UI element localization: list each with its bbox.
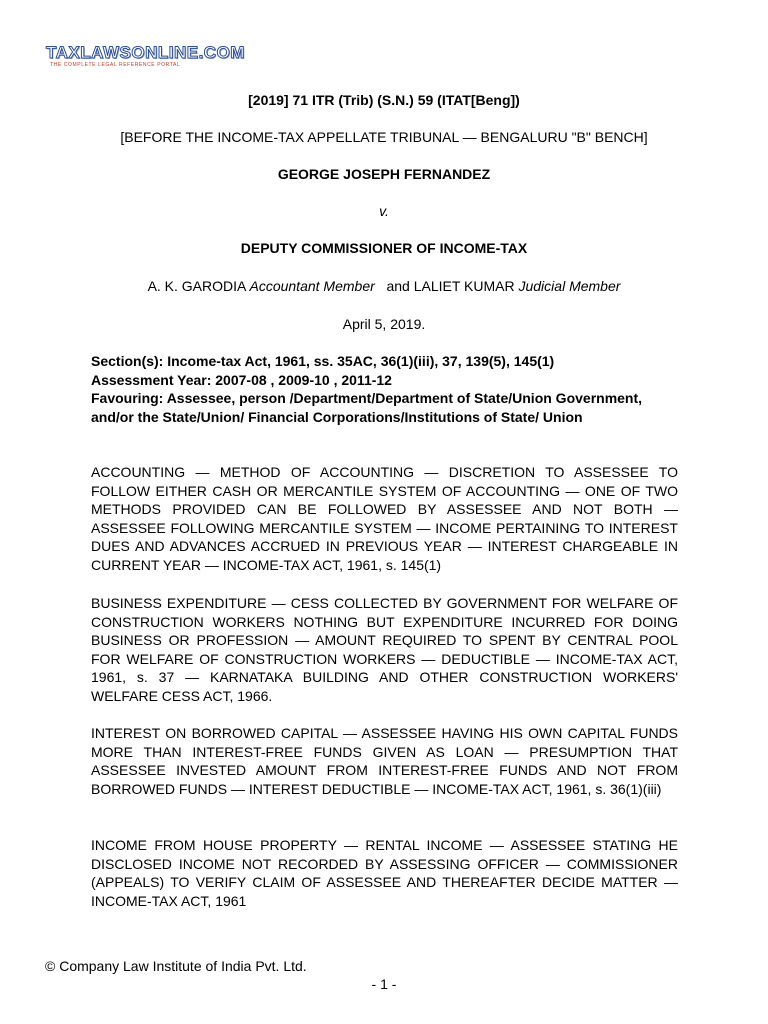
logo-text: TAXLAWSONLINE.COM bbox=[46, 43, 245, 62]
appellant-name: GEORGE JOSEPH FERNANDEZ bbox=[277, 166, 491, 182]
headnote-paragraph: ACCOUNTING — METHOD OF ACCOUNTING — DISCRETION TO ASSESSEE TO FOLLOW EITHER CASH OR MERCANTILE SYSTEM OF ACCOUNTING — ONE OF TWO METHODS PROVIDED CAN BE FOLLOWED BY ASSESSEE AND NOT BOTH — ASSESSEE FOLLOWING MERCANTILE SYSTEM — INCOME PERTAINING TO INTEREST DUES AND ADVANCES ACCRUED IN PREVIOUS YEAR — INTEREST CHARGEABLE IN CURRENT YEAR — INCOME-TAX ACT, 1961, s. 145(1) bbox=[91, 464, 678, 573]
headnote-paragraph: INCOME FROM HOUSE PROPERTY — RENTAL INCOME — ASSESSEE STATING HE DISCLOSED INCOME NOT RECORDED BY ASSESSING OFFICER — COMMISSIONER (APPEALS) TO VERIFY CLAIM OF ASSESSEE AND THEREAFTER DECIDE MATTER — INCOME-TAX ACT, 1961 bbox=[91, 837, 678, 909]
members-joiner: and bbox=[386, 278, 410, 294]
page-number: - 1 - bbox=[371, 976, 397, 992]
headnote-paragraph: INTEREST ON BORROWED CAPITAL — ASSESSEE HAVING HIS OWN CAPITAL FUNDS MORE THAN INTEREST-FREE FUNDS GIVEN AS LOAN — PRESUMPTION THAT ASSESSEE INVESTED AMOUNT FROM INTEREST-FREE FUNDS AND NOT FROM BORROWED FUNDS — INTEREST DEDUCTIBLE — INCOME-TAX ACT, 1961, s. 36(1)(iii) bbox=[91, 725, 678, 797]
respondent-name: DEPUTY COMMISSIONER OF INCOME-TAX bbox=[240, 240, 528, 256]
favouring-line: Favouring: Assessee, person /Department/Department of State/Union Government, and/or the State/Union/ Financial Corporations/Institutions of State/ Union bbox=[91, 390, 643, 425]
member2-role: Judicial Member bbox=[518, 278, 621, 294]
judgment-date: April 5, 2019. bbox=[342, 316, 426, 332]
member1-name: A. K. GARODIA bbox=[147, 278, 246, 294]
site-logo bbox=[46, 43, 245, 70]
assessment-year-line: Assessment Year: 2007-08 , 2009-10 , 2011-12 bbox=[91, 371, 392, 388]
citation: [2019] 71 ITR (Trib) (S.N.) 59 (ITAT[Beng]) bbox=[248, 92, 520, 108]
headnote-paragraph: BUSINESS EXPENDITURE — CESS COLLECTED BY GOVERNMENT FOR WELFARE OF CONSTRUCTION WORKERS NOTHING BUT EXPENDITURE INCURRED FOR DOING BUSINESS OR PROFESSION — AMOUNT REQUIRED TO SPENT BY CENTRAL POOL FOR WELFARE OF CONSTRUCTION WORKERS — DEDUCTIBLE — INCOME-TAX ACT, 1961, s. 37 — KARNATAKA BUILDING AND OTHER CONSTRUCTION WORKERS' WELFARE CESS ACT, 1966. bbox=[91, 595, 678, 704]
bench-line: [BEFORE THE INCOME-TAX APPELLATE TRIBUNAL — BENGALURU "B" BENCH] bbox=[120, 129, 648, 145]
member2-name: LALIET KUMAR bbox=[413, 278, 515, 294]
versus: v. bbox=[379, 203, 389, 219]
tribunal-members bbox=[0, 278, 768, 294]
footer-copyright: © Company Law Institute of India Pvt. Ltd. bbox=[45, 958, 307, 974]
logo-tagline: THE COMPLETE LEGAL REFERENCE PORTAL bbox=[50, 62, 181, 68]
case-metadata bbox=[91, 352, 681, 426]
sections-line: Section(s): Income-tax Act, 1961, ss. 35AC, 36(1)(iii), 37, 139(5), 145(1) bbox=[91, 353, 555, 369]
member1-role: Accountant Member bbox=[249, 278, 375, 294]
